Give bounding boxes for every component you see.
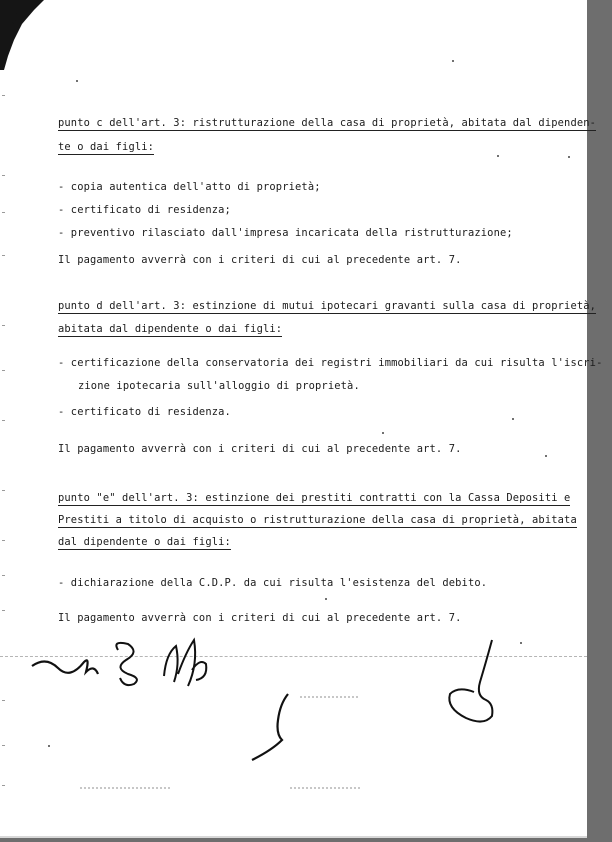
scan-noise (300, 696, 360, 698)
section-d-payment: Il pagamento avverrà con i criteri di cui al precedente art. 7. (58, 443, 462, 455)
edge-mark (2, 575, 5, 576)
edge-mark (2, 540, 5, 541)
section-d-heading: abitata dal dipendente o dai figli: (58, 323, 283, 335)
edge-mark (2, 255, 5, 256)
edge-mark (2, 700, 5, 701)
scan-speck (76, 80, 78, 82)
scan-noise (290, 787, 360, 789)
section-c-item: - certificato di residenza; (58, 204, 231, 216)
section-c-item: - preventivo rilasciato dall'impresa incaricata della ristrutturazione; (58, 227, 513, 239)
edge-mark (2, 490, 5, 491)
scan-speck (325, 598, 327, 600)
edge-mark (2, 370, 5, 371)
section-c-heading: te o dai figli: (58, 141, 155, 153)
edge-mark (2, 212, 5, 213)
section-d-item: zione ipotecaria sull'alloggio di proprietà. (78, 380, 360, 392)
edge-mark (2, 175, 5, 176)
edge-mark (2, 95, 5, 96)
section-e-heading: punto "e" dell'art. 3: estinzione dei prestiti contratti con la Cassa Depositi e (58, 492, 571, 504)
corner-scan-mark (0, 0, 60, 70)
signature-3 (244, 690, 304, 766)
edge-mark (2, 610, 5, 611)
scan-speck (568, 156, 570, 158)
scan-noise (80, 787, 170, 789)
section-c-payment: Il pagamento avverrà con i criteri di cui al precedente art. 7. (58, 254, 462, 266)
section-e-payment: Il pagamento avverrà con i criteri di cui al precedente art. 7. (58, 612, 462, 624)
signature-2 (440, 636, 500, 732)
section-c-heading: punto c dell'art. 3: ristrutturazione della casa di proprietà, abitata dal dipenden- (58, 117, 597, 129)
section-d-heading: punto d dell'art. 3: estinzione di mutui ipotecari gravanti sulla casa di proprietà, (58, 300, 597, 312)
edge-mark (2, 420, 5, 421)
section-e-heading: Prestiti a titolo di acquisto o ristrutturazione della casa di proprietà, abitata (58, 514, 577, 526)
edge-mark (2, 785, 5, 786)
section-d-item: - certificato di residenza. (58, 406, 231, 418)
edge-mark (2, 745, 5, 746)
section-e-item: - dichiarazione della C.D.P. da cui risulta l'esistenza del debito. (58, 577, 488, 589)
section-e-heading: dal dipendente o dai figli: (58, 536, 231, 548)
scan-speck (520, 642, 522, 644)
scan-speck (48, 745, 50, 747)
scan-speck (497, 155, 499, 157)
section-c-item: - copia autentica dell'atto di proprietà; (58, 181, 321, 193)
edge-mark (2, 325, 5, 326)
scan-speck (452, 60, 454, 62)
scan-speck (382, 432, 384, 434)
section-d-item: - certificazione della conservatoria dei registri immobiliari da cui risulta l'iscri- (58, 357, 603, 369)
scan-speck (512, 418, 514, 420)
scan-speck (545, 455, 547, 457)
signature-1 (28, 634, 228, 694)
